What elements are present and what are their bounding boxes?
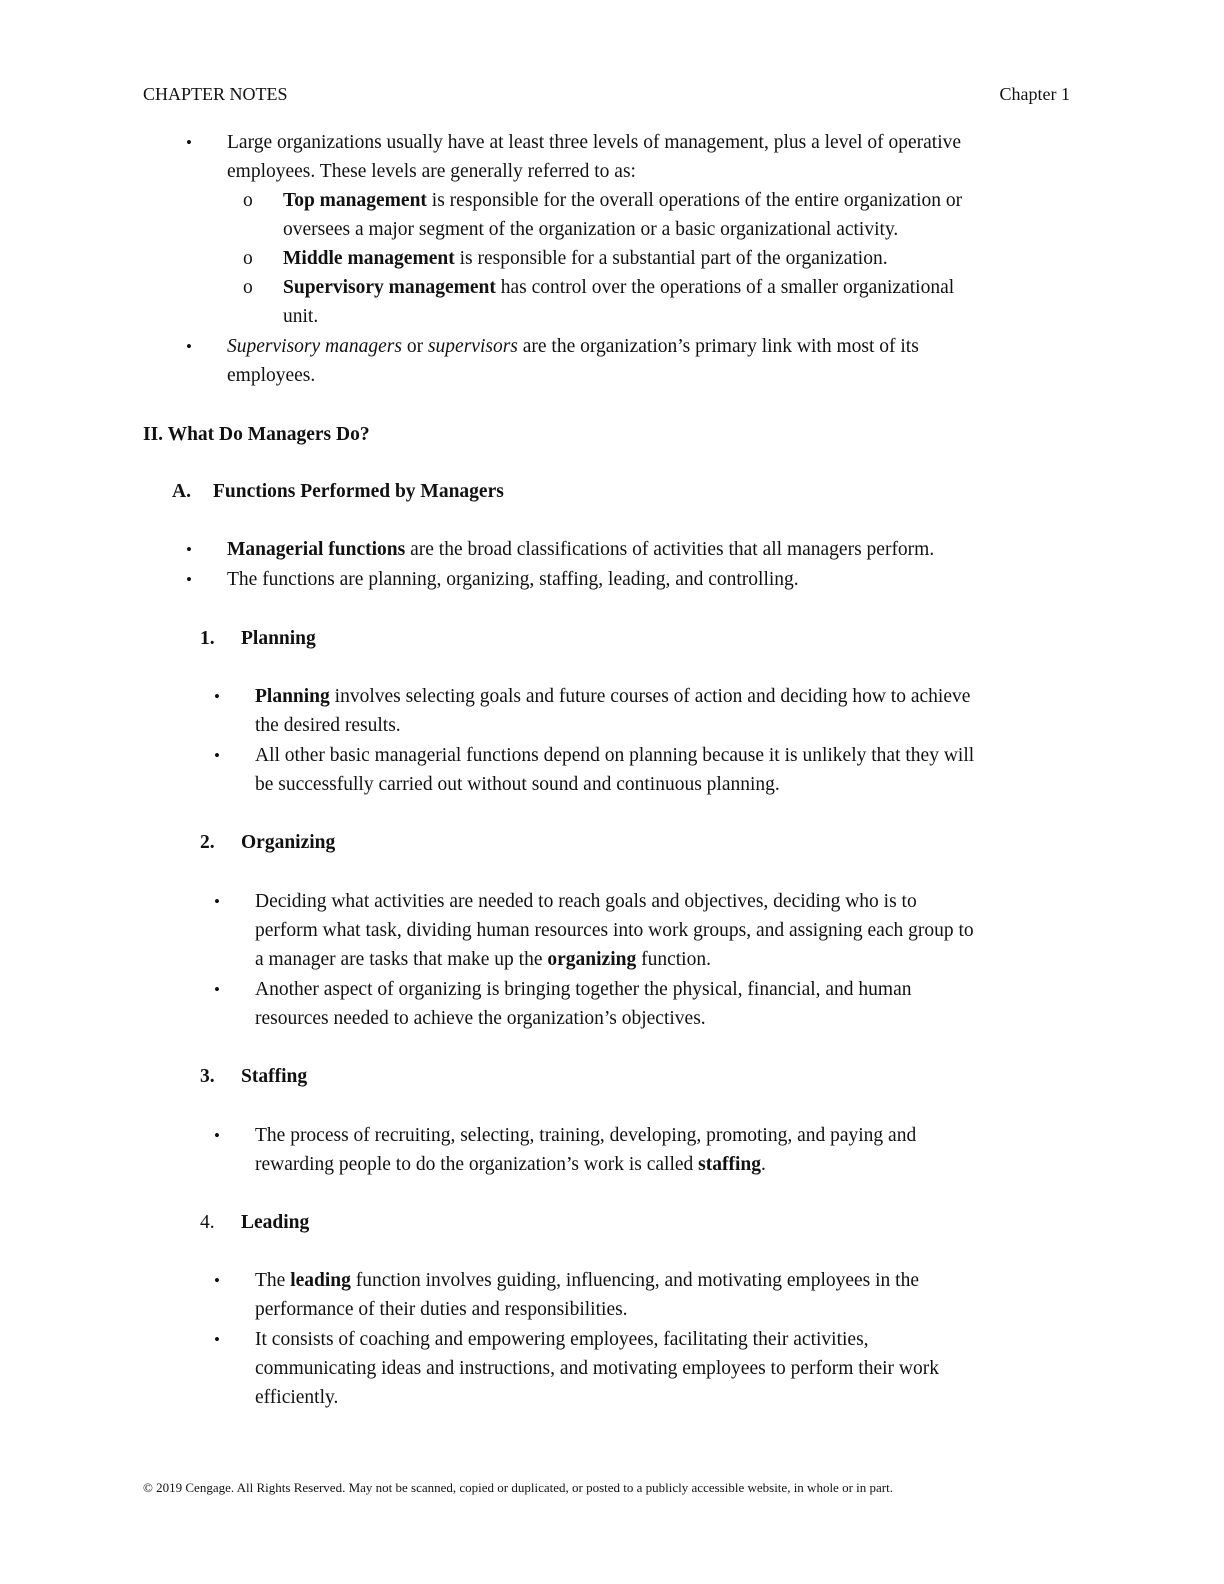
term-middle-management: Middle management	[283, 248, 455, 269]
text-line: are the organization’s primary link with most of its	[517, 336, 919, 357]
text-line: be successfully carried out without sound and continuous planning.	[255, 774, 780, 795]
text-fragment: .	[760, 1154, 766, 1175]
text-line: employees.	[227, 365, 316, 386]
text-line: Another aspect of organizing is bringing together the physical, financial, and human	[255, 979, 912, 1000]
staffing-bullet-1	[255, 1121, 916, 1179]
intro-bullet-1	[227, 128, 961, 186]
bullet-icon: •	[214, 1330, 220, 1349]
text-line: the desired results.	[255, 715, 401, 736]
text-line: has control over the operations of a smaller organizational	[495, 277, 955, 298]
circle-bullet-icon: o	[243, 190, 253, 211]
leading-number: 4.	[200, 1212, 215, 1233]
text-fragment: rewarding people to do the organization’s work is called	[255, 1154, 699, 1175]
planning-bullet-2	[255, 741, 974, 799]
text-line: Large organizations usually have at least three levels of management, plus a level of operative	[227, 132, 962, 153]
text-fragment: function.	[636, 949, 711, 970]
header-left: CHAPTER NOTES	[143, 84, 288, 104]
subsection-letter: A.	[172, 481, 191, 502]
text-line: employees. These levels are generally referred to as:	[227, 161, 636, 182]
text-fragment: The	[255, 1270, 291, 1291]
bullet-icon: •	[186, 337, 192, 356]
copyright-footer: © 2019 Cengage. All Rights Reserved. May not be scanned, copied or duplicated, or posted to a publicly accessible website, in whole or in part.	[143, 1480, 893, 1495]
leading-bullet-2	[255, 1325, 939, 1412]
organizing-bullet-2	[255, 975, 912, 1033]
planning-title: Planning	[241, 628, 316, 649]
bullet-icon: •	[214, 1271, 220, 1290]
text-line: communicating ideas and instructions, and motivating employees to perform their work	[255, 1358, 939, 1379]
bullet-icon: •	[214, 1126, 220, 1145]
leading-title: Leading	[241, 1212, 310, 1233]
text-fragment: or	[401, 336, 428, 357]
organizing-number: 2.	[200, 832, 215, 853]
text-line: oversees a major segment of the organization or a basic organizational activity.	[283, 219, 899, 240]
text-line: are the broad classifications of activities that all managers perform.	[405, 539, 935, 560]
text-line: is responsible for a substantial part of the organization.	[454, 248, 888, 269]
planning-bullet-1	[255, 682, 970, 740]
organizing-bullet-1	[255, 887, 974, 974]
leading-bullet-1	[255, 1266, 919, 1324]
text-line: is responsible for the overall operations of the entire organization or	[426, 190, 963, 211]
intro-bullet-2	[227, 332, 919, 390]
planning-number: 1.	[200, 628, 215, 649]
bullet-icon: •	[214, 687, 220, 706]
text-line: Deciding what activities are needed to reach goals and objectives, deciding who is to	[255, 891, 917, 912]
text-line: efficiently.	[255, 1387, 339, 1408]
text-line: involves selecting goals and future courses of action and deciding how to achieve	[329, 686, 971, 707]
header-right: Chapter 1	[999, 84, 1070, 104]
circle-bullet-icon: o	[243, 277, 253, 298]
term-organizing: organizing	[547, 949, 637, 970]
functions-bullet-1	[227, 535, 934, 564]
text-line: unit.	[283, 306, 319, 327]
level-middle	[283, 244, 888, 273]
bullet-icon: •	[214, 980, 220, 999]
section-title: II. What Do Managers Do?	[143, 424, 370, 445]
term-managerial-functions: Managerial functions	[227, 539, 406, 560]
staffing-title: Staffing	[241, 1066, 308, 1087]
subsection-title: Functions Performed by Managers	[213, 481, 504, 502]
functions-bullet-2: The functions are planning, organizing, staffing, leading, and controlling.	[227, 569, 799, 590]
level-supervisory	[283, 273, 954, 331]
term-planning: Planning	[255, 686, 330, 707]
text-line: resources needed to achieve the organization’s objectives.	[255, 1008, 706, 1029]
text-fragment: a manager are tasks that make up the	[255, 949, 548, 970]
staffing-number: 3.	[200, 1066, 215, 1087]
term-supervisory-management: Supervisory management	[283, 277, 496, 298]
bullet-icon: •	[186, 133, 192, 152]
bullet-icon: •	[214, 892, 220, 911]
term-staffing: staffing	[698, 1154, 761, 1175]
text-line: It consists of coaching and empowering employees, facilitating their activities,	[255, 1329, 869, 1350]
term-supervisors: supervisors	[427, 336, 518, 357]
circle-bullet-icon: o	[243, 248, 253, 269]
term-top-management: Top management	[283, 190, 427, 211]
organizing-title: Organizing	[241, 832, 336, 853]
term-leading: leading	[290, 1270, 351, 1291]
text-line: All other basic managerial functions depend on planning because it is unlikely that they will	[255, 745, 975, 766]
text-line: function involves guiding, influencing, and motivating employees in the	[350, 1270, 919, 1291]
text-line: The process of recruiting, selecting, training, developing, promoting, and paying and	[255, 1125, 917, 1146]
bullet-icon: •	[214, 746, 220, 765]
text-line: perform what task, dividing human resources into work groups, and assigning each group to	[255, 920, 974, 941]
level-top	[283, 186, 962, 244]
text-line: performance of their duties and responsibilities.	[255, 1299, 628, 1320]
term-supervisory-managers: Supervisory managers	[227, 336, 402, 357]
bullet-icon: •	[186, 570, 192, 589]
bullet-icon: •	[186, 540, 192, 559]
